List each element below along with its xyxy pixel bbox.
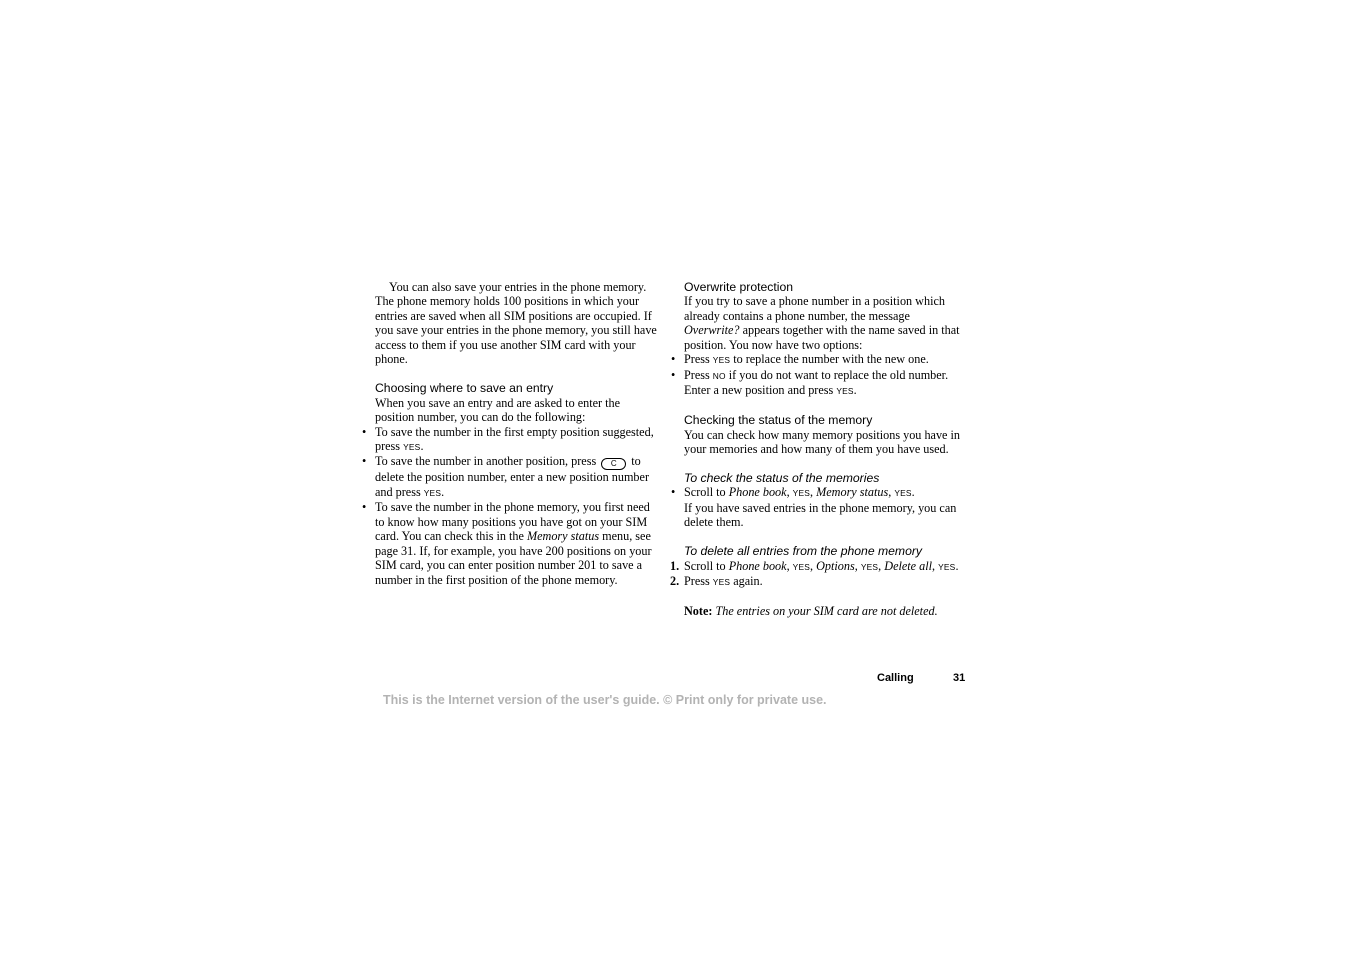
footer-section-title: Calling bbox=[877, 672, 914, 684]
c-key-icon: C bbox=[601, 458, 626, 470]
menu-reference: Memory status bbox=[526, 529, 600, 544]
list-item: • To save the number in the phone memory, you first need to know how many positions you have got on your SIM card. You can check this in the Memory status menu, see page 31. If, for example, you have 200 positions on your SIM card, you can enter position number 201 to save a number in the first position of the phone memory. bbox=[375, 500, 657, 587]
list-item: 1. Scroll to Phone book, YES, Options, YES, Delete all, YES. bbox=[670, 558, 959, 573]
yes-key-label: YES bbox=[836, 386, 854, 397]
internet-version-notice: This is the Internet version of the user's guide. © Print only for private use. bbox=[383, 693, 827, 707]
left-column bbox=[375, 280, 657, 587]
no-key-label: NO bbox=[712, 370, 726, 381]
list-item: • To save the number in the first empty position suggested, press YES. bbox=[375, 425, 657, 455]
save-options-list bbox=[375, 425, 657, 588]
procedure-heading-check: To check the status of the memories bbox=[684, 470, 880, 485]
note-paragraph bbox=[684, 604, 966, 618]
check-steps-list bbox=[684, 485, 966, 500]
delete-steps-list bbox=[670, 558, 966, 590]
procedure-heading-delete: To delete all entries from the phone memory bbox=[684, 544, 923, 559]
intro-paragraph: You can also save your entries in the phone memory. The phone memory holds 100 positions in which your entries are saved when all SIM positions are occupied. If you save your entries in the phone memory, you still have access to them if you use another SIM card with your phone. bbox=[375, 280, 657, 367]
page-number: 31 bbox=[953, 672, 966, 684]
section-heading-choosing: Choosing where to save an entry bbox=[375, 381, 554, 396]
note-text: The entries on your SIM card are not deleted. bbox=[715, 603, 938, 618]
list-item: • To save the number in another position, press C to delete the position number, enter a new position number and press YES. bbox=[375, 454, 657, 500]
list-item: • Press NO if you do not want to replace the old number. Enter a new position and press YES. bbox=[684, 368, 966, 399]
lead-paragraph: When you save an entry and are asked to enter the position number, you can do the following: bbox=[375, 395, 620, 425]
section-heading-memory-status: Checking the status of the memory bbox=[684, 413, 873, 428]
check-extra-paragraph: If you have saved entries in the phone memory, you can delete them. bbox=[684, 500, 957, 530]
yes-key-label: YES bbox=[403, 441, 421, 452]
memory-status-paragraph: You can check how many memory positions you have in your memories and how many of them you have used. bbox=[684, 427, 960, 456]
yes-key-label: YES bbox=[712, 355, 731, 366]
overwrite-paragraph: If you try to save a phone number in a position which already contains a phone number, the message Overwrite? appears together with the name saved in that position. You now have two options: bbox=[684, 294, 960, 352]
right-column bbox=[670, 280, 966, 618]
yes-key-label: YES bbox=[423, 487, 442, 498]
section-heading-overwrite: Overwrite protection bbox=[684, 280, 794, 294]
overwrite-options-list bbox=[684, 352, 966, 398]
list-item: • Press YES to replace the number with the new one. bbox=[684, 352, 966, 367]
note-label: Note: bbox=[684, 603, 713, 618]
list-item: • Scroll to Phone book, YES, Memory status, YES. bbox=[684, 485, 966, 500]
list-item: 2. Press YES again. bbox=[670, 574, 763, 589]
